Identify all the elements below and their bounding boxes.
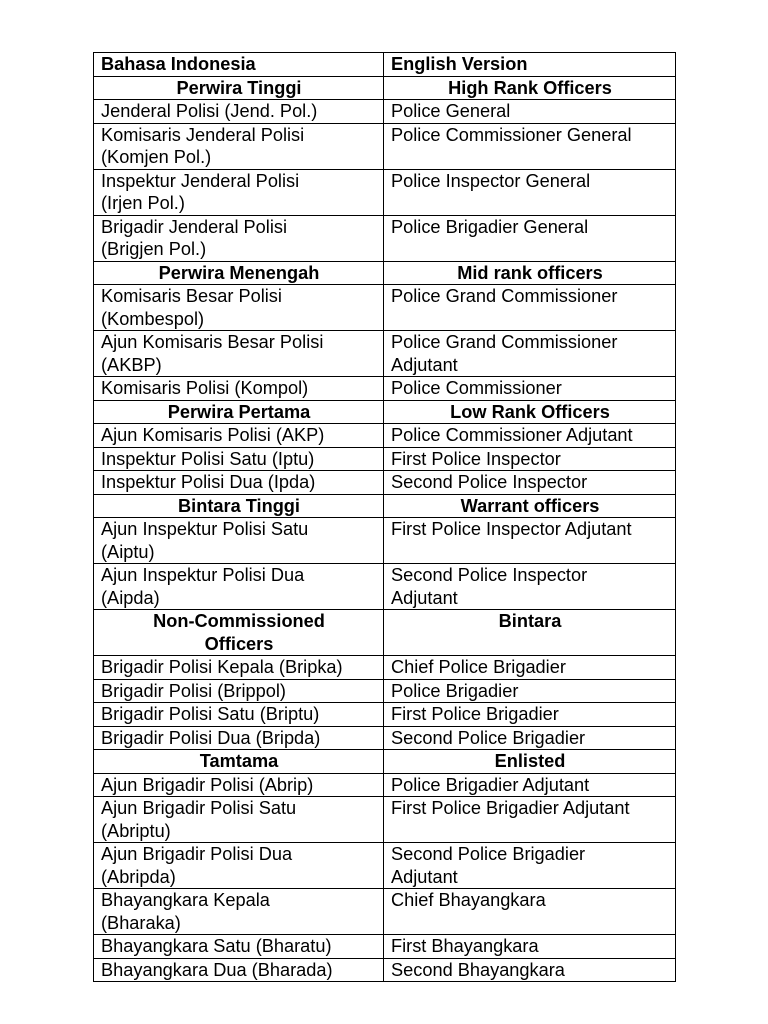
rank-english-cell: First Bhayangkara	[384, 935, 676, 959]
table-row	[94, 703, 676, 727]
rank-indonesian-cell: Inspektur Polisi Dua (Ipda)	[94, 471, 384, 495]
rank-english-cell: Police Inspector General	[384, 169, 676, 215]
table-row	[94, 100, 676, 124]
table-row	[94, 889, 676, 935]
section-title-indonesian	[94, 610, 384, 656]
cell-text: Second Police Brigadier Adjutant	[391, 844, 586, 887]
header-row	[94, 53, 676, 77]
section-title-indonesian: Perwira Tinggi	[94, 76, 384, 100]
section-header-row	[94, 261, 676, 285]
rank-indonesian-cell	[94, 797, 384, 843]
section-header-row	[94, 610, 676, 656]
rank-english-cell: Police Brigadier	[384, 679, 676, 703]
section-title-english: High Rank Officers	[384, 76, 676, 100]
cell-text: Bhayangkara Kepala (Bharaka)	[101, 890, 270, 933]
cell-text: Komisaris Jenderal Polisi (Komjen Pol.)	[101, 124, 305, 167]
rank-indonesian-cell: Ajun Komisaris Polisi (AKP)	[94, 424, 384, 448]
rank-indonesian-cell: Bhayangkara Satu (Bharatu)	[94, 935, 384, 959]
rank-indonesian-cell	[94, 331, 384, 377]
rank-indonesian-cell: Brigadir Polisi Dua (Bripda)	[94, 726, 384, 750]
header-english: English Version	[384, 53, 676, 77]
rank-indonesian-cell: Bhayangkara Dua (Bharada)	[94, 958, 384, 982]
rank-indonesian-cell	[94, 843, 384, 889]
section-title-english: Mid rank officers	[384, 261, 676, 285]
cell-text: Second Police Inspector Adjutant	[391, 565, 588, 608]
table-row	[94, 564, 676, 610]
rank-english-cell: Second Police Inspector	[384, 471, 676, 495]
cell-text: Non-Commissioned Officers	[153, 611, 325, 654]
cell-text: Komisaris Besar Polisi (Kombespol)	[101, 286, 282, 329]
cell-text: Ajun Komisaris Besar Polisi (AKBP)	[101, 332, 324, 375]
rank-english-cell: First Police Inspector	[384, 447, 676, 471]
section-title-indonesian: Perwira Pertama	[94, 400, 384, 424]
table-row	[94, 447, 676, 471]
rank-indonesian-cell	[94, 285, 384, 331]
rank-indonesian-cell: Brigadir Polisi Kepala (Bripka)	[94, 656, 384, 680]
section-title-english: Enlisted	[384, 750, 676, 774]
section-header-row	[94, 494, 676, 518]
rank-indonesian-cell: Brigadir Polisi (Brippol)	[94, 679, 384, 703]
rank-english-cell: Chief Bhayangkara	[384, 889, 676, 935]
cell-text: Ajun Brigadir Polisi Satu (Abriptu)	[101, 798, 297, 841]
cell-text: Ajun Inspektur Polisi Dua (Aipda)	[101, 565, 305, 608]
table-row	[94, 377, 676, 401]
header-indonesian: Bahasa Indonesia	[94, 53, 384, 77]
cell-text: Police Grand Commissioner Adjutant	[391, 332, 618, 375]
rank-indonesian-cell: Jenderal Polisi (Jend. Pol.)	[94, 100, 384, 124]
section-header-row	[94, 750, 676, 774]
rank-indonesian-cell	[94, 169, 384, 215]
rank-english-cell: Second Police Brigadier	[384, 726, 676, 750]
table-row	[94, 935, 676, 959]
section-title-english: Low Rank Officers	[384, 400, 676, 424]
section-header-row	[94, 400, 676, 424]
table-row	[94, 773, 676, 797]
table-row	[94, 331, 676, 377]
table-row	[94, 123, 676, 169]
rank-indonesian-cell	[94, 215, 384, 261]
rank-indonesian-cell: Inspektur Polisi Satu (Iptu)	[94, 447, 384, 471]
table-row	[94, 843, 676, 889]
table-row	[94, 518, 676, 564]
rank-indonesian-cell	[94, 889, 384, 935]
cell-text: Ajun Brigadir Polisi Dua (Abripda)	[101, 844, 293, 887]
table-row	[94, 726, 676, 750]
rank-english-cell: Police Brigadier General	[384, 215, 676, 261]
rank-english-cell	[384, 564, 676, 610]
rank-english-cell: Second Bhayangkara	[384, 958, 676, 982]
rank-english-cell	[384, 843, 676, 889]
rank-english-cell: Police Grand Commissioner	[384, 285, 676, 331]
section-title-indonesian: Tamtama	[94, 750, 384, 774]
rank-english-cell: Chief Police Brigadier	[384, 656, 676, 680]
table-row	[94, 285, 676, 331]
rank-indonesian-cell: Ajun Brigadir Polisi (Abrip)	[94, 773, 384, 797]
cell-text: Ajun Inspektur Polisi Satu (Aiptu)	[101, 519, 309, 562]
rank-english-cell: Police Brigadier Adjutant	[384, 773, 676, 797]
section-title-english: Bintara	[384, 610, 676, 656]
table-row	[94, 958, 676, 982]
rank-english-cell: Police Commissioner General	[384, 123, 676, 169]
rank-translation-table	[93, 52, 676, 982]
rank-english-cell: First Police Brigadier	[384, 703, 676, 727]
rank-indonesian-cell: Brigadir Polisi Satu (Briptu)	[94, 703, 384, 727]
section-header-row	[94, 76, 676, 100]
table-row	[94, 424, 676, 448]
rank-english-cell: Police Commissioner Adjutant	[384, 424, 676, 448]
table-row	[94, 169, 676, 215]
table-row	[94, 679, 676, 703]
rank-english-cell: First Police Inspector Adjutant	[384, 518, 676, 564]
cell-text: Inspektur Jenderal Polisi (Irjen Pol.)	[101, 170, 300, 213]
table-body	[94, 53, 676, 982]
table-row	[94, 797, 676, 843]
section-title-indonesian: Perwira Menengah	[94, 261, 384, 285]
section-title-english: Warrant officers	[384, 494, 676, 518]
table-row	[94, 471, 676, 495]
section-title-indonesian: Bintara Tinggi	[94, 494, 384, 518]
rank-indonesian-cell: Komisaris Polisi (Kompol)	[94, 377, 384, 401]
table-row	[94, 656, 676, 680]
rank-indonesian-cell	[94, 518, 384, 564]
rank-indonesian-cell	[94, 564, 384, 610]
rank-indonesian-cell	[94, 123, 384, 169]
rank-english-cell: Police Commissioner	[384, 377, 676, 401]
rank-english-cell: Police General	[384, 100, 676, 124]
rank-english-cell: First Police Brigadier Adjutant	[384, 797, 676, 843]
table-row	[94, 215, 676, 261]
cell-text: Brigadir Jenderal Polisi (Brigjen Pol.)	[101, 216, 288, 259]
rank-english-cell	[384, 331, 676, 377]
